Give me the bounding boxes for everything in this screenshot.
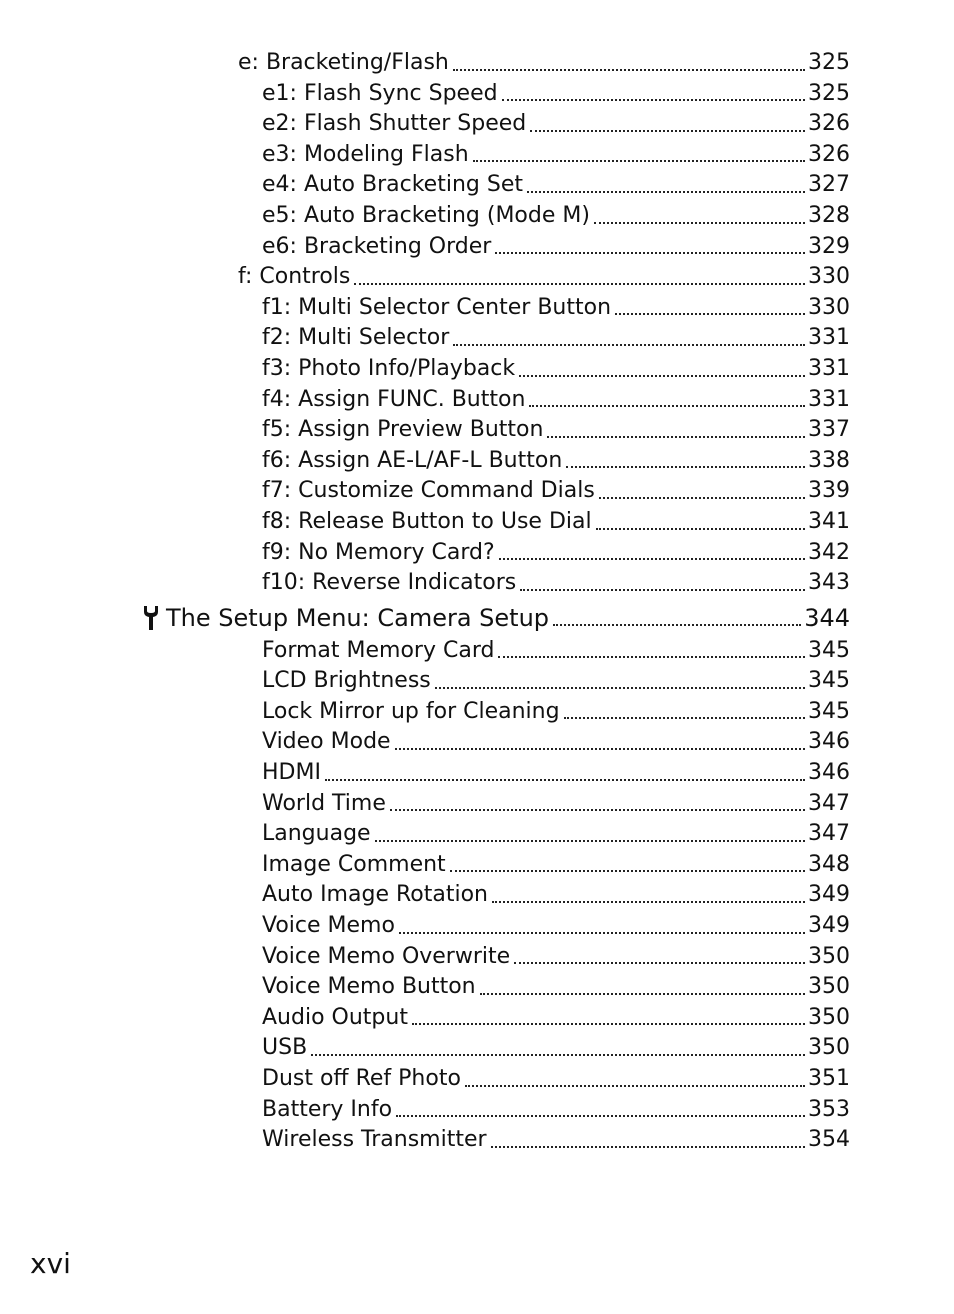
dot-leader xyxy=(499,558,805,560)
toc-entry-label: e5: Auto Bracketing (Mode M) xyxy=(262,202,590,228)
dot-leader xyxy=(465,1085,805,1087)
toc-entry[interactable] xyxy=(0,727,954,758)
toc-page-number: 337 xyxy=(808,417,850,443)
dot-leader xyxy=(473,160,805,162)
toc-entry-label: f: Controls xyxy=(238,264,351,290)
dot-leader xyxy=(325,779,805,781)
dot-leader xyxy=(450,870,805,872)
toc-entry-label: World Time xyxy=(262,790,386,816)
dot-leader xyxy=(375,840,805,842)
toc-page-number: 347 xyxy=(808,790,850,816)
toc-entry-label: e: Bracketing/Flash xyxy=(238,50,449,75)
dot-leader xyxy=(615,313,805,315)
toc-entry-label: Video Mode xyxy=(262,729,391,755)
toc-page-number: 347 xyxy=(808,821,850,847)
dot-leader xyxy=(529,405,805,407)
toc-page-number: 329 xyxy=(808,233,850,259)
toc-entry-label: f7: Customize Command Dials xyxy=(262,478,595,504)
toc-entry[interactable] xyxy=(0,568,954,599)
toc-entry-label: Dust off Ref Photo xyxy=(262,1066,461,1091)
dot-leader xyxy=(396,1115,805,1117)
toc-group-setup-menu xyxy=(0,636,954,1156)
toc-entry[interactable] xyxy=(0,758,954,789)
dot-leader xyxy=(564,717,805,719)
toc-entry-label: f6: Assign AE-L/AF-L Button xyxy=(262,447,563,473)
dot-leader xyxy=(412,1023,805,1025)
dot-leader xyxy=(566,466,805,468)
toc-page-number: 350 xyxy=(808,943,850,969)
dot-leader xyxy=(553,624,801,626)
toc-page-number: 345 xyxy=(808,668,850,694)
dot-leader xyxy=(530,130,805,132)
dot-leader xyxy=(435,687,805,689)
toc-entry-label: f10: Reverse Indicators xyxy=(262,570,517,596)
toc-entry-label: f9: No Memory Card? xyxy=(262,539,495,565)
toc-entry-label: The Setup Menu: Camera Setup xyxy=(166,603,550,632)
toc-entry[interactable] xyxy=(0,79,954,110)
toc-entry[interactable] xyxy=(0,170,954,201)
toc-page-number: 330 xyxy=(808,294,850,320)
toc-entry[interactable] xyxy=(0,1033,954,1064)
toc-page-number: 354 xyxy=(808,1127,850,1153)
toc-page-number: 345 xyxy=(808,637,850,663)
toc-entry[interactable] xyxy=(0,140,954,171)
toc-entry-label: f4: Assign FUNC. Button xyxy=(262,386,526,412)
toc-page-number: 351 xyxy=(808,1066,850,1091)
dot-leader xyxy=(502,99,805,101)
toc-page-number: 331 xyxy=(808,355,850,381)
toc-entry[interactable] xyxy=(0,666,954,697)
toc-entry-label: Audio Output xyxy=(262,1004,408,1030)
toc-entry[interactable] xyxy=(0,507,954,538)
toc-entry[interactable] xyxy=(0,323,954,354)
toc-group-controls xyxy=(0,262,954,599)
dot-leader xyxy=(519,375,805,377)
section-heading xyxy=(142,601,549,636)
dot-leader xyxy=(547,436,805,438)
toc-entry-label: Wireless Transmitter xyxy=(262,1127,487,1153)
toc-entry-label: f3: Photo Info/Playback xyxy=(262,355,516,381)
toc-entry[interactable] xyxy=(0,819,954,850)
toc-page-number: 348 xyxy=(808,851,850,877)
toc-entry-label: Voice Memo Overwrite xyxy=(262,943,511,969)
dot-leader xyxy=(520,589,805,591)
dot-leader xyxy=(395,748,805,750)
toc-page-number: 328 xyxy=(808,202,850,228)
toc-page-number: 330 xyxy=(808,264,850,290)
toc-page-number: 338 xyxy=(808,447,850,473)
dot-leader xyxy=(399,932,805,934)
toc-entry[interactable] xyxy=(0,1064,954,1095)
toc-page-number: 346 xyxy=(808,760,850,786)
toc-entry[interactable] xyxy=(0,262,954,293)
toc-page-number: 326 xyxy=(808,141,850,167)
dot-leader xyxy=(495,252,805,254)
toc-entry-label: Image Comment xyxy=(262,851,446,877)
toc-entry[interactable] xyxy=(0,1095,954,1126)
toc-entry-label: e2: Flash Shutter Speed xyxy=(262,111,527,137)
toc-entry-label: Voice Memo Button xyxy=(262,974,476,1000)
toc-page-number: 341 xyxy=(808,508,850,534)
toc-entry-label: f8: Release Button to Use Dial xyxy=(262,508,592,534)
toc-entry-label: e3: Modeling Flash xyxy=(262,141,469,167)
dot-leader xyxy=(527,191,805,193)
folio-page-number: xvi xyxy=(30,1247,71,1280)
toc-page-number: 331 xyxy=(808,325,850,351)
toc-page-number: 342 xyxy=(808,539,850,565)
dot-leader xyxy=(594,222,805,224)
toc-page-number: 345 xyxy=(808,698,850,724)
toc-entry[interactable] xyxy=(0,538,954,569)
toc-page-number: 331 xyxy=(808,386,850,412)
toc-entry-label: Format Memory Card xyxy=(262,637,495,663)
toc-entry-label: USB xyxy=(262,1035,308,1061)
dot-leader xyxy=(453,69,805,71)
toc-entry-label: Language xyxy=(262,821,371,847)
toc-entry-label: Voice Memo xyxy=(262,913,395,939)
toc-entry-label: Battery Info xyxy=(262,1096,393,1122)
dot-leader xyxy=(480,993,805,995)
toc-entry[interactable] xyxy=(0,232,954,263)
toc-entry[interactable] xyxy=(0,446,954,477)
toc-page-number: 343 xyxy=(808,570,850,596)
toc-entry[interactable] xyxy=(0,789,954,820)
toc-entry-label: f1: Multi Selector Center Button xyxy=(262,294,612,320)
toc-entry[interactable] xyxy=(0,415,954,446)
toc-page-number: 349 xyxy=(808,882,850,908)
dot-leader xyxy=(491,1146,805,1148)
dot-leader xyxy=(498,656,805,658)
toc-entry-label: HDMI xyxy=(262,760,321,786)
toc-page-number: 339 xyxy=(808,478,850,504)
toc-page-number: 344 xyxy=(804,603,850,632)
toc-entry-label: Auto Image Rotation xyxy=(262,882,488,908)
dot-leader xyxy=(492,901,805,903)
toc-entry-label: e4: Auto Bracketing Set xyxy=(262,172,523,198)
toc-page-number: 349 xyxy=(808,913,850,939)
toc-page-number: 346 xyxy=(808,729,850,755)
toc-entry[interactable] xyxy=(0,880,954,911)
toc-page-number: 350 xyxy=(808,974,850,1000)
toc-page-number: 326 xyxy=(808,111,850,137)
toc-entry[interactable] xyxy=(0,201,954,232)
toc-section-setup-menu[interactable] xyxy=(0,601,954,636)
toc-entry-label: e6: Bracketing Order xyxy=(262,233,492,259)
toc-entry-label: e1: Flash Sync Speed xyxy=(262,80,498,106)
toc-entry[interactable] xyxy=(0,1003,954,1034)
dot-leader xyxy=(311,1054,805,1056)
toc-entry[interactable] xyxy=(0,697,954,728)
toc-page-number: 325 xyxy=(808,50,850,75)
toc-page-number: 325 xyxy=(808,80,850,106)
dot-leader xyxy=(354,283,805,285)
toc-entry[interactable] xyxy=(0,1125,954,1156)
toc-page-number: 327 xyxy=(808,172,850,198)
toc-page-number: 350 xyxy=(808,1004,850,1030)
toc-entry[interactable] xyxy=(0,942,954,973)
toc-group-bracketing-flash xyxy=(0,48,954,262)
toc-page-number: 353 xyxy=(808,1096,850,1122)
toc-entry-label: LCD Brightness xyxy=(262,668,431,694)
toc-page-number: 350 xyxy=(808,1035,850,1061)
toc-entry[interactable] xyxy=(0,636,954,667)
toc-entry[interactable] xyxy=(0,293,954,324)
dot-leader xyxy=(390,809,805,811)
dot-leader xyxy=(599,497,805,499)
dot-leader xyxy=(514,962,805,964)
toc-entry-label: f5: Assign Preview Button xyxy=(262,417,544,443)
toc-entry[interactable] xyxy=(0,109,954,140)
toc-entry-label: Lock Mirror up for Cleaning xyxy=(262,698,560,724)
table-of-contents xyxy=(0,48,954,1156)
toc-entry[interactable] xyxy=(0,850,954,881)
toc-entry[interactable] xyxy=(0,476,954,507)
toc-entry[interactable] xyxy=(0,354,954,385)
toc-entry[interactable] xyxy=(0,48,954,79)
toc-entry-label: f2: Multi Selector xyxy=(262,325,450,351)
toc-entry[interactable] xyxy=(0,385,954,416)
toc-entry[interactable] xyxy=(0,972,954,1003)
toc-entry[interactable] xyxy=(0,911,954,942)
wrench-icon xyxy=(142,605,160,631)
dot-leader xyxy=(596,528,805,530)
dot-leader xyxy=(453,344,805,346)
